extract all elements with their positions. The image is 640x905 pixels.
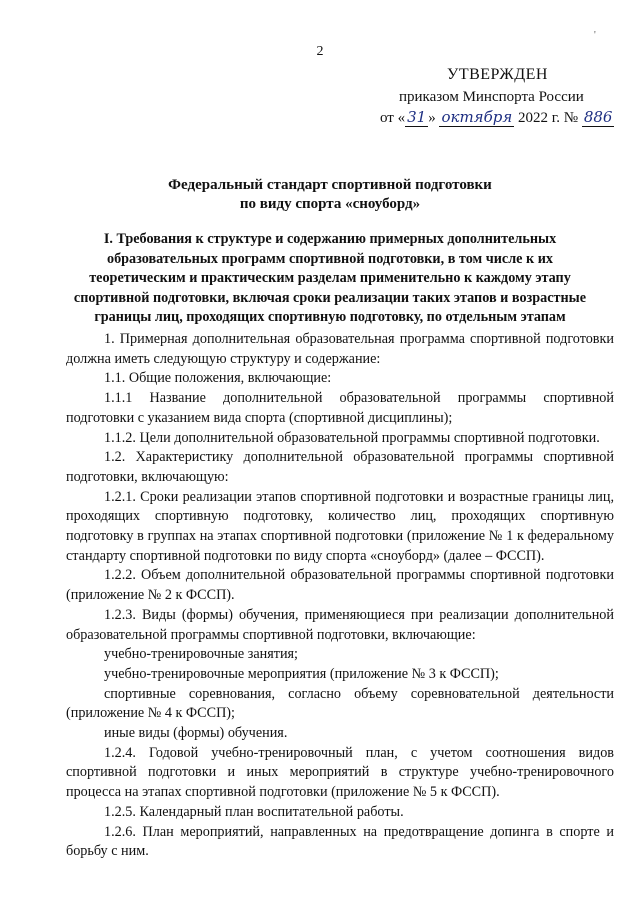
approval-order: приказом Минспорта России [399,89,584,105]
approval-date-line [380,108,640,127]
paragraph: 1. Примерная дополнительная образовательная программа спортивной подготовки должна иметь следующую структуру и содержание: [66,331,614,367]
paragraph: 1.2.5. Календарный план воспитательной работы. [104,803,404,820]
document-title-line-1: Федеральный стандарт спортивной подготовки [168,177,492,193]
paragraph: 1.2. Характеристику дополнительной образовательной программы спортивной подготовки, включающую: [66,449,614,485]
handwritten-order-number: 886 [583,108,613,126]
section-heading: I. Требования к структуре и содержанию примерных дополнительных образовательных программ спортивной подготовки, в том числе к их теоретическим и практическим разделам применительно к каждому этапу спортивной подготовки, включая сроки реализации таких этапов и возрастные границы лиц, проходящих спортивную подготовку, по отдельным этапам [73,231,587,325]
date-prefix: от « [380,110,406,126]
page-number: 2 [316,44,324,59]
handwritten-month: октября [441,108,513,126]
document-body [66,330,614,862]
paragraph: спортивные соревнования, согласно объему соревновательной деятельности (приложение № 4 к ФССП); [66,685,614,722]
paragraph: 1.1. Общие положения, включающие: [104,370,332,387]
paragraph: 1.1.2. Цели дополнительной образовательной программы спортивной подготовки. [104,429,600,446]
date-mid: » [428,110,436,126]
year-text: 2022 г. № [518,110,579,126]
handwritten-day: 31 [407,108,427,126]
paragraph: 1.2.6. План мероприятий, направленных на предотвращение допинга в спорте и борьбу с ним. [66,823,614,860]
approval-title: УТВЕРЖДЕН [447,66,548,83]
paragraph: учебно-тренировочные занятия; [104,646,299,663]
document-title-line-2: по виду спорта «сноуборд» [239,196,421,212]
document-title [60,176,600,214]
paragraph: 1.2.3. Виды (формы) обучения, применяющиеся при реализации дополнительной образовательной программы спортивной подготовки, включающие: [66,606,614,643]
paragraph: 1.1.1 Название дополнительной образовательной программы спортивной подготовки с указанием вида спорта (спортивной дисциплины); [66,390,614,426]
corner-mark: ' [594,30,596,41]
paragraph: 1.2.1. Сроки реализации этапов спортивной подготовки и возрастные границы лиц, проходящих спортивную подготовку, количество лиц, проходящих спортивную подготовку в группах на этапах спортивной подготовки (приложение № 1 к федеральному стандарту спортивной подготовки по виду спорта «сноуборд» (далее – ФССП). [66,488,614,564]
paragraph: учебно-тренировочные мероприятия (приложение № 3 к ФССП); [104,665,499,682]
paragraph: 1.2.2. Объем дополнительной образовательной программы спортивной подготовки (приложение № 2 к ФССП). [66,567,614,604]
paragraph: иные виды (формы) обучения. [104,725,288,742]
paragraph: 1.2.4. Годовой учебно-тренировочный план, с учетом соотношения видов спортивной подготовки и иных мероприятий в структуре учебно-тренировочного процесса на этапах спортивной подготовки (приложение № 5 к ФССП). [66,744,614,801]
